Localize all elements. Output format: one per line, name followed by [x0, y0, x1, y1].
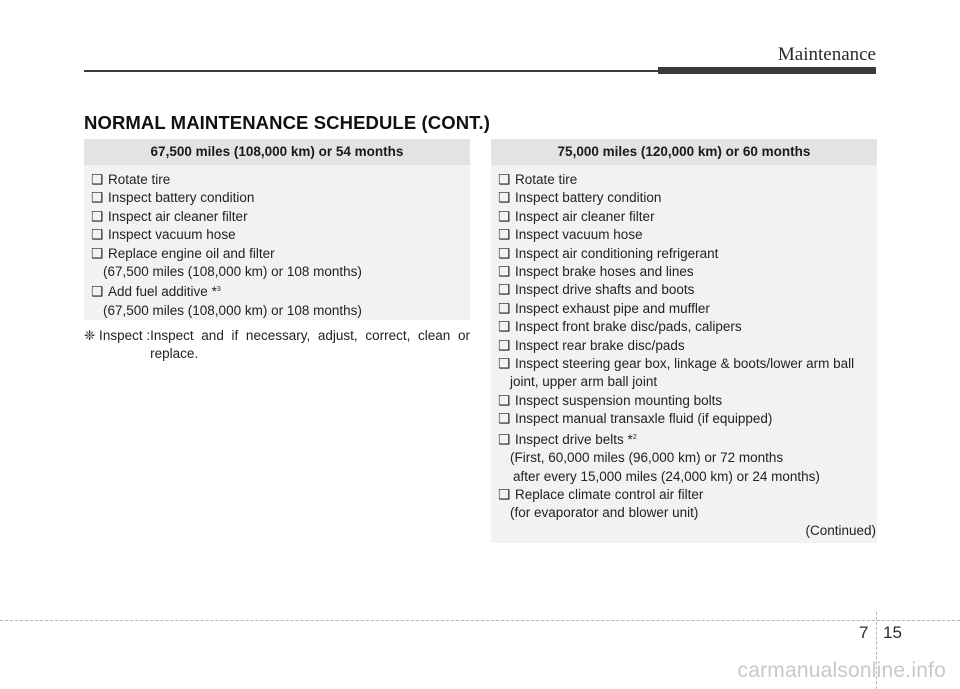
checklist-item	[498, 300, 877, 318]
checklist-item	[498, 355, 877, 373]
continued-label: (Continued)	[805, 523, 876, 538]
checkbox-icon: ❑	[91, 172, 104, 187]
note-text: Inspect and if necessary, adjust, correct, clean or replace.	[150, 328, 470, 362]
checklist-item	[498, 337, 877, 355]
footnote-marker: 3	[216, 286, 221, 294]
checklist-item	[91, 208, 470, 226]
checklist	[84, 165, 470, 320]
note-row	[84, 327, 470, 364]
checklist-item-detail: (67,500 miles (108,000 km) or 108 months)	[103, 264, 362, 280]
checkbox-icon: ❑	[498, 282, 511, 298]
checkbox-icon: ❑	[498, 337, 511, 353]
checklist-item	[498, 281, 877, 299]
checkbox-icon: ❑	[498, 392, 511, 408]
watermark: carmanualsonline.info	[737, 659, 946, 682]
checklist-item-label: Inspect air cleaner filter	[515, 208, 655, 224]
checkbox-icon: ❑	[91, 284, 104, 300]
checklist-item-label: Add fuel additive *	[108, 284, 217, 300]
checklist-item	[91, 189, 470, 207]
checklist-item-label: Inspect suspension mounting bolts	[515, 392, 723, 408]
footnote-marker: 2	[632, 433, 637, 441]
page-heading: NORMAL MAINTENANCE SCHEDULE (CONT.)	[84, 112, 491, 133]
checklist-item-label: Inspect drive shafts and boots	[515, 282, 695, 298]
header-rule	[84, 70, 658, 72]
chapter-number: 7	[859, 623, 869, 642]
schedule-panel-67500	[84, 139, 470, 320]
checklist-item-label: Inspect steering gear box, linkage & boots/lower arm ball	[515, 356, 855, 372]
checkbox-icon: ❑	[498, 208, 511, 224]
header-rule-thick	[658, 67, 876, 74]
checklist-item-label: Inspect vacuum hose	[515, 227, 643, 243]
checklist-item-label: Rotate tire	[515, 172, 578, 187]
checklist-item-label: Inspect rear brake disc/pads	[515, 337, 685, 353]
footer-dashed-line	[0, 620, 960, 621]
checklist-item-label: Inspect vacuum hose	[108, 227, 236, 243]
checkbox-icon: ❑	[498, 300, 511, 316]
checklist-item	[91, 171, 470, 189]
checklist-item	[498, 226, 877, 244]
schedule-panel-75000	[491, 139, 877, 543]
checklist-item-label: Inspect front brake disc/pads, calipers	[515, 319, 742, 335]
checklist-item	[498, 189, 877, 207]
checklist-item	[498, 410, 877, 428]
checklist-item-label: Replace engine oil and filter	[108, 245, 275, 261]
checklist-item-label: Inspect battery condition	[108, 190, 255, 206]
checkbox-icon: ❑	[498, 486, 511, 502]
checkbox-icon: ❑	[498, 190, 511, 206]
checklist-item-label: Inspect manual transaxle fluid (if equipped)	[515, 411, 773, 427]
checklist-item	[498, 263, 877, 281]
page-number: 15	[883, 623, 902, 642]
checklist-item-detail: (for evaporator and blower unit)	[510, 505, 699, 521]
checklist-item-detail: (67,500 miles (108,000 km) or 108 months)	[103, 302, 362, 318]
checkbox-icon: ❑	[91, 227, 104, 243]
checklist-item-label: Inspect drive belts *	[515, 431, 633, 447]
checkbox-icon: ❑	[498, 431, 511, 447]
checkbox-icon: ❑	[498, 356, 511, 372]
checklist-item-label: Inspect air cleaner filter	[108, 208, 248, 224]
checkbox-icon: ❑	[498, 319, 511, 335]
checklist-item-label: Inspect battery condition	[515, 190, 662, 206]
checklist-item	[498, 429, 877, 449]
checklist-item	[498, 318, 877, 336]
checklist-item	[498, 208, 877, 226]
inspect-note	[84, 327, 470, 364]
checklist-item	[498, 245, 877, 263]
checklist-item	[498, 486, 877, 504]
checklist	[491, 165, 877, 523]
checkbox-icon: ❑	[498, 264, 511, 280]
note-lead: ❈ Inspect :	[84, 328, 151, 343]
checkbox-icon: ❑	[91, 245, 104, 261]
checkbox-icon: ❑	[91, 190, 104, 206]
checklist-item-detail: joint, upper arm ball joint	[510, 374, 658, 390]
checklist-item-label: Replace climate control air filter	[515, 486, 704, 502]
checklist-item-label: Rotate tire	[108, 172, 171, 187]
section-title: Maintenance	[777, 44, 876, 65]
checklist-item	[91, 281, 470, 301]
checklist-item-label: Inspect air conditioning refrigerant	[515, 245, 719, 261]
checkbox-icon: ❑	[498, 411, 511, 427]
checkbox-icon: ❑	[498, 245, 511, 261]
checklist-item-detail: (First, 60,000 miles (96,000 km) or 72 months	[510, 450, 784, 466]
checklist-item-label: Inspect exhaust pipe and muffler	[515, 300, 710, 316]
checklist-item	[498, 171, 877, 189]
checklist-item	[91, 226, 470, 244]
checklist-item	[498, 392, 877, 410]
checklist-item-label: Inspect brake hoses and lines	[515, 264, 694, 280]
panel-title: 75,000 miles (120,000 km) or 60 months	[491, 139, 877, 165]
checkbox-icon: ❑	[498, 227, 511, 243]
checklist-item	[91, 245, 470, 263]
checkbox-icon: ❑	[91, 208, 104, 224]
checkbox-icon: ❑	[498, 172, 511, 187]
checklist-item-detail: after every 15,000 miles (24,000 km) or 24 months)	[513, 468, 820, 484]
panel-title: 67,500 miles (108,000 km) or 54 months	[84, 139, 470, 165]
